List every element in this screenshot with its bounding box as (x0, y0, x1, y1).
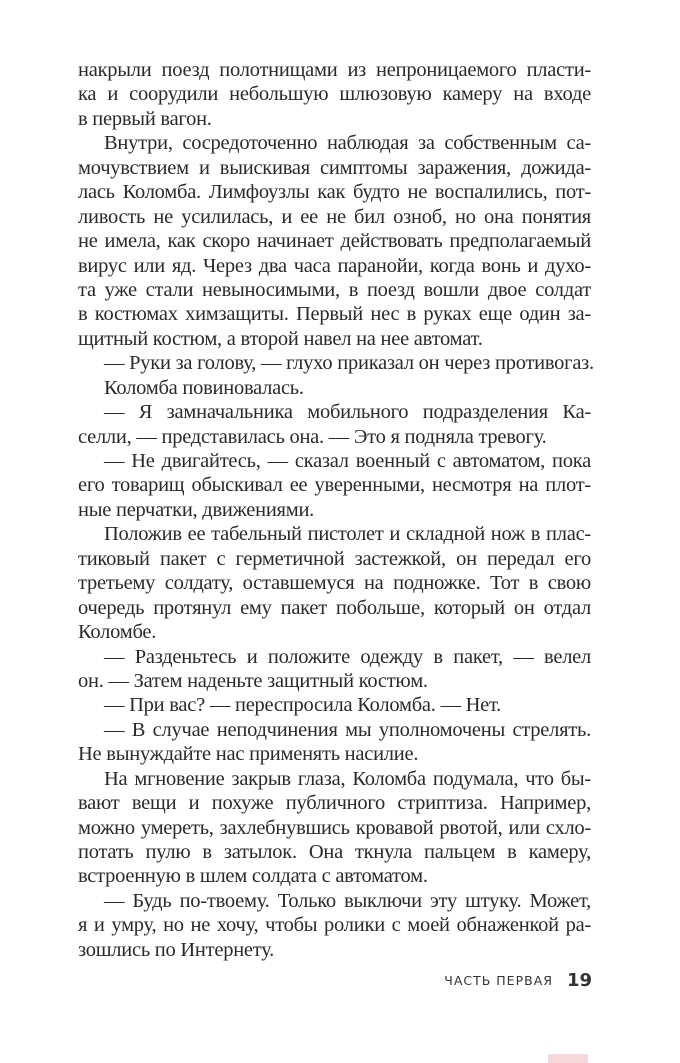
text-line: селли, — представилась она. — Это я подняла тревогу. (78, 425, 547, 448)
text-line: Коломба повиновалась. (104, 376, 304, 399)
text-line: — Я замначальника мобильного подразделения Ка- (104, 401, 591, 424)
running-footer (0, 970, 592, 991)
text-line: не имела, как скоро начинает действовать предполагаемый (78, 230, 591, 253)
text-line: встроенную в шлем солдата с автоматом. (78, 865, 428, 888)
part-title: ЧАСТЬ ПЕРВАЯ (444, 973, 553, 988)
text-line: в первый вагон. (78, 107, 212, 130)
text-line: — Будь по-твоему. Только выключи эту штуку. Может, (104, 889, 591, 912)
text-line: Не вынуждайте нас применять насилие. (78, 743, 419, 766)
text-line: Внутри, сосредоточенно наблюдая за собственным са- (104, 132, 591, 155)
text-line: Положив ее табельный пистолет и складной нож в плас- (104, 523, 591, 546)
text-line: Коломбе. (78, 621, 157, 644)
text-line: его товарищ обыскивал ее уверенными, несмотря на плот- (78, 474, 591, 497)
text-line: вирус или яд. Через два часа паранойи, когда вонь и духо- (78, 254, 591, 277)
text-line: — Разденьтесь и положите одежду в пакет, — велел (104, 645, 591, 668)
text-line: я и умру, но не хочу, чтобы ролики с моей обнаженкой ра- (78, 914, 591, 937)
text-line: — Руки за голову, — глухо приказал он через противогаз. (104, 352, 594, 375)
text-line: ные перчатки, движениями. (78, 498, 315, 521)
text-line: можно умереть, захлебнувшись кровавой рвотой, или схло- (78, 816, 591, 839)
text-line: потать пулю в затылок. Она ткнула пальцем в камеру, (78, 841, 591, 863)
text-line: в костюмах химзащиты. Первый нес в руках еще один за- (78, 303, 591, 326)
text-line: очередь протянул ему пакет побольше, который он отдал (78, 596, 591, 619)
text-line: щитный костюм, а второй навел на нее автомат. (78, 327, 483, 350)
text-line: — В случае неподчинения мы уполномочены стрелять. (104, 718, 591, 741)
text-line: тиковый пакет с герметичной застежкой, он передал его (78, 547, 591, 570)
text-line: — При вас? — переспросила Коломба. — Нет. (104, 694, 502, 717)
text-line: та уже стали невыносимыми, в поезд вошли двое солдат (78, 278, 591, 301)
body-text (78, 58, 594, 962)
text-line: На мгновение закрыв глаза, Коломба подумала, что бы- (104, 767, 591, 790)
text-line: ка и соорудили небольшую шлюзовую камеру на входе (78, 83, 591, 106)
scan-mark (548, 1054, 588, 1063)
text-line: третьему солдату, оставшемуся на подножке. Тот в свою (78, 572, 591, 595)
text-line: зошлись по Интернету. (78, 938, 275, 961)
text-line: лась Коломба. Лимфоузлы как будто не воспалились, пот- (78, 181, 591, 204)
text-line: мочувствием и выискивая симптомы заражения, дожида- (78, 156, 591, 179)
text-line: он. — Затем наденьте защитный костюм. (78, 669, 428, 692)
page-number: 19 (566, 970, 592, 991)
text-line: вают вещи и похуже публичного стриптиза. Например, (78, 792, 591, 815)
text-line: ливость не усилилась, и ее не бил озноб, но она понятия (78, 205, 591, 228)
text-line: накрыли поезд полотнищами из непроницаемого пласти- (78, 59, 591, 81)
text-line: — Не двигайтесь, — сказал военный с автоматом, пока (104, 450, 591, 472)
